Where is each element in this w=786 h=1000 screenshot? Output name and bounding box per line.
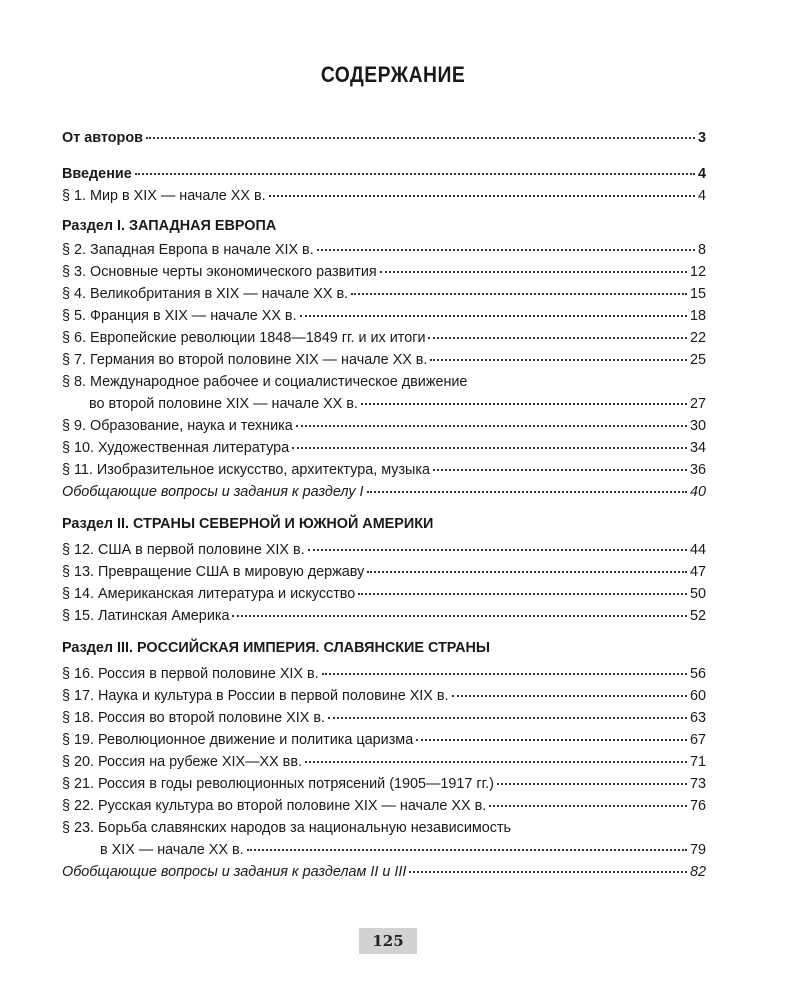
- dot-leader: [367, 571, 687, 573]
- toc-entry-text: Обобщающие вопросы и задания к разделу I: [62, 484, 364, 500]
- dot-leader: [317, 249, 695, 251]
- toc-entry-page: 12: [689, 264, 706, 280]
- dot-leader: [300, 315, 687, 317]
- section-heading-text: Раздел I. ЗАПАДНАЯ ЕВРОПА: [62, 218, 277, 234]
- toc-entry-text: § 22. Русская культура во второй половине XIX — начале XX в.: [62, 798, 487, 814]
- dot-leader: [361, 403, 687, 405]
- toc-entry-page: 15: [689, 286, 706, 302]
- dot-leader: [409, 871, 687, 873]
- toc-entry-text: § 20. Россия на рубеже XIX—XX вв.: [62, 754, 302, 770]
- toc-entry-10[interactable]: [62, 437, 706, 459]
- dot-leader: [489, 805, 687, 807]
- toc-entry-page: 25: [689, 352, 706, 368]
- dot-leader: [322, 673, 687, 675]
- toc-entry-page: 79: [689, 842, 706, 858]
- toc-entry-page: 34: [689, 440, 706, 456]
- toc-entry-text: § 13. Превращение США в мировую державу: [62, 564, 365, 580]
- dot-leader: [305, 761, 687, 763]
- toc-entry-21[interactable]: [62, 773, 706, 795]
- section-heading-3: [62, 637, 706, 659]
- toc-entry-2[interactable]: [62, 239, 706, 261]
- toc-entry-13[interactable]: [62, 561, 706, 583]
- toc-entry-page: 76: [689, 798, 706, 814]
- toc-entry-11[interactable]: [62, 459, 706, 481]
- toc-entry-text: § 3. Основные черты экономического развития: [62, 264, 377, 280]
- toc-entry-page: 82: [689, 864, 706, 880]
- toc-entry-page: 67: [689, 732, 706, 748]
- dot-leader: [433, 469, 687, 471]
- toc-entry-text: § 17. Наука и культура в России в первой половине XIX в.: [62, 688, 449, 704]
- dot-leader: [367, 491, 687, 493]
- toc-entry-16[interactable]: [62, 663, 706, 685]
- dot-leader: [358, 593, 687, 595]
- toc-entry-23-line-1[interactable]: [62, 817, 706, 839]
- toc-entry-text: § 2. Западная Европа в начале XIX в.: [62, 242, 314, 258]
- dot-leader: [452, 695, 687, 697]
- toc-entry-page: 50: [689, 586, 706, 602]
- toc-entry-page: 71: [689, 754, 706, 770]
- toc-entry-text: § 14. Американская литература и искусство: [62, 586, 356, 602]
- toc-entry-text: Обобщающие вопросы и задания к разделам II и III: [62, 864, 407, 880]
- toc-entry-12[interactable]: [62, 539, 706, 561]
- toc-entry-22[interactable]: [62, 795, 706, 817]
- dot-leader: [292, 447, 687, 449]
- dot-leader: [428, 337, 687, 339]
- toc-entry-text: § 19. Революционное движение и политика царизма: [62, 732, 414, 748]
- toc-entry-page: 63: [689, 710, 706, 726]
- toc-entry-page: 52: [689, 608, 706, 624]
- toc-entry-page: 47: [689, 564, 706, 580]
- dot-leader: [351, 293, 687, 295]
- toc-entry-23-line-2[interactable]: [62, 839, 706, 861]
- dot-leader: [328, 717, 687, 719]
- dot-leader: [430, 359, 687, 361]
- dot-leader: [232, 615, 687, 617]
- page-title: СОДЕРЖАНИЕ: [320, 62, 466, 87]
- toc-entry-15[interactable]: [62, 605, 706, 627]
- section-heading-2: [62, 513, 706, 535]
- toc-entry-6[interactable]: [62, 327, 706, 349]
- dot-leader: [416, 739, 687, 741]
- toc-entry-text: § 1. Мир в XIX — начале XX в.: [62, 188, 266, 204]
- toc-entry-text: § 6. Европейские революции 1848—1849 гг. и их итоги: [62, 330, 426, 346]
- page-number: 125: [359, 928, 417, 954]
- toc-entry-text: § 23. Борьба славянских народов за национальную независимость: [62, 820, 512, 836]
- section-heading-text: Раздел II. СТРАНЫ СЕВЕРНОЙ И ЮЖНОЙ АМЕРИКИ: [62, 516, 434, 532]
- toc-entry-text: § 7. Германия во второй половине XIX — начале XX в.: [62, 352, 428, 368]
- toc-entry-page: 60: [689, 688, 706, 704]
- toc-entry-page: 4: [697, 188, 706, 204]
- toc-entry-text: § 15. Латинская Америка: [62, 608, 230, 624]
- toc-entry-page: 18: [689, 308, 706, 324]
- dot-leader: [247, 849, 687, 851]
- toc-entry-text: § 12. США в первой половине XIX в.: [62, 542, 305, 558]
- toc-entry-page: 56: [689, 666, 706, 682]
- toc-entry-text: § 8. Международное рабочее и социалистическое движение: [62, 374, 468, 390]
- dot-leader: [296, 425, 687, 427]
- toc-entry-page: 8: [697, 242, 706, 258]
- dot-leader: [308, 549, 687, 551]
- toc-entry-text: § 11. Изобразительное искусство, архитектура, музыка: [62, 462, 430, 478]
- toc-entry-8-line-1[interactable]: [62, 371, 706, 393]
- dot-leader: [135, 173, 695, 175]
- toc-entry-20[interactable]: [62, 751, 706, 773]
- toc-entry-page: 36: [689, 462, 706, 478]
- section-heading-1: [62, 215, 706, 237]
- toc-entry-authors[interactable]: [62, 127, 706, 149]
- toc-entry-18[interactable]: [62, 707, 706, 729]
- toc-entry-9[interactable]: [62, 415, 706, 437]
- toc-entry-page: 40: [689, 484, 706, 500]
- dot-leader: [497, 783, 687, 785]
- toc-entry-text: в XIX — начале XX в.: [100, 842, 244, 858]
- toc-entry-3[interactable]: [62, 261, 706, 283]
- toc-entry-text: § 5. Франция в XIX — начале XX в.: [62, 308, 297, 324]
- toc-entry-page: 27: [689, 396, 706, 412]
- toc-entry-review-1[interactable]: [62, 481, 706, 503]
- toc-entry-review-2[interactable]: [62, 861, 706, 883]
- toc-entry-text: От авторов: [62, 130, 143, 146]
- toc-entry-17[interactable]: [62, 685, 706, 707]
- toc-entry-page: 4: [697, 166, 706, 182]
- toc-entry-text: Введение: [62, 166, 132, 182]
- dot-leader: [380, 271, 687, 273]
- toc-entry-page: 3: [697, 130, 706, 146]
- toc-entry-text: § 18. Россия во второй половине XIX в.: [62, 710, 325, 726]
- toc-entry-text: § 21. Россия в годы революционных потрясений (1905—1917 гг.): [62, 776, 494, 792]
- toc-entry-19[interactable]: [62, 729, 706, 751]
- table-of-contents: [62, 125, 706, 883]
- toc-entry-8-line-2[interactable]: [62, 393, 706, 415]
- toc-entry-page: 73: [689, 776, 706, 792]
- toc-entry-5[interactable]: [62, 305, 706, 327]
- dot-leader: [146, 137, 695, 139]
- toc-entry-page: 44: [689, 542, 706, 558]
- dot-leader: [269, 195, 695, 197]
- section-heading-text: Раздел III. РОССИЙСКАЯ ИМПЕРИЯ. СЛАВЯНСКИЕ СТРАНЫ: [62, 640, 490, 656]
- toc-entry-7[interactable]: [62, 349, 706, 371]
- toc-entry-text: § 10. Художественная литература: [62, 440, 290, 456]
- toc-entry-text: § 9. Образование, наука и техника: [62, 418, 293, 434]
- toc-entry-page: 30: [689, 418, 706, 434]
- toc-entry-intro[interactable]: [62, 163, 706, 185]
- toc-entry-text: § 4. Великобритания в XIX — начале XX в.: [62, 286, 349, 302]
- toc-entry-4[interactable]: [62, 283, 706, 305]
- toc-entry-14[interactable]: [62, 583, 706, 605]
- toc-entry-text: во второй половине XIX — начале XX в.: [89, 396, 358, 412]
- toc-entry-page: 22: [689, 330, 706, 346]
- toc-entry-text: § 16. Россия в первой половине XIX в.: [62, 666, 319, 682]
- toc-entry-1[interactable]: [62, 185, 706, 207]
